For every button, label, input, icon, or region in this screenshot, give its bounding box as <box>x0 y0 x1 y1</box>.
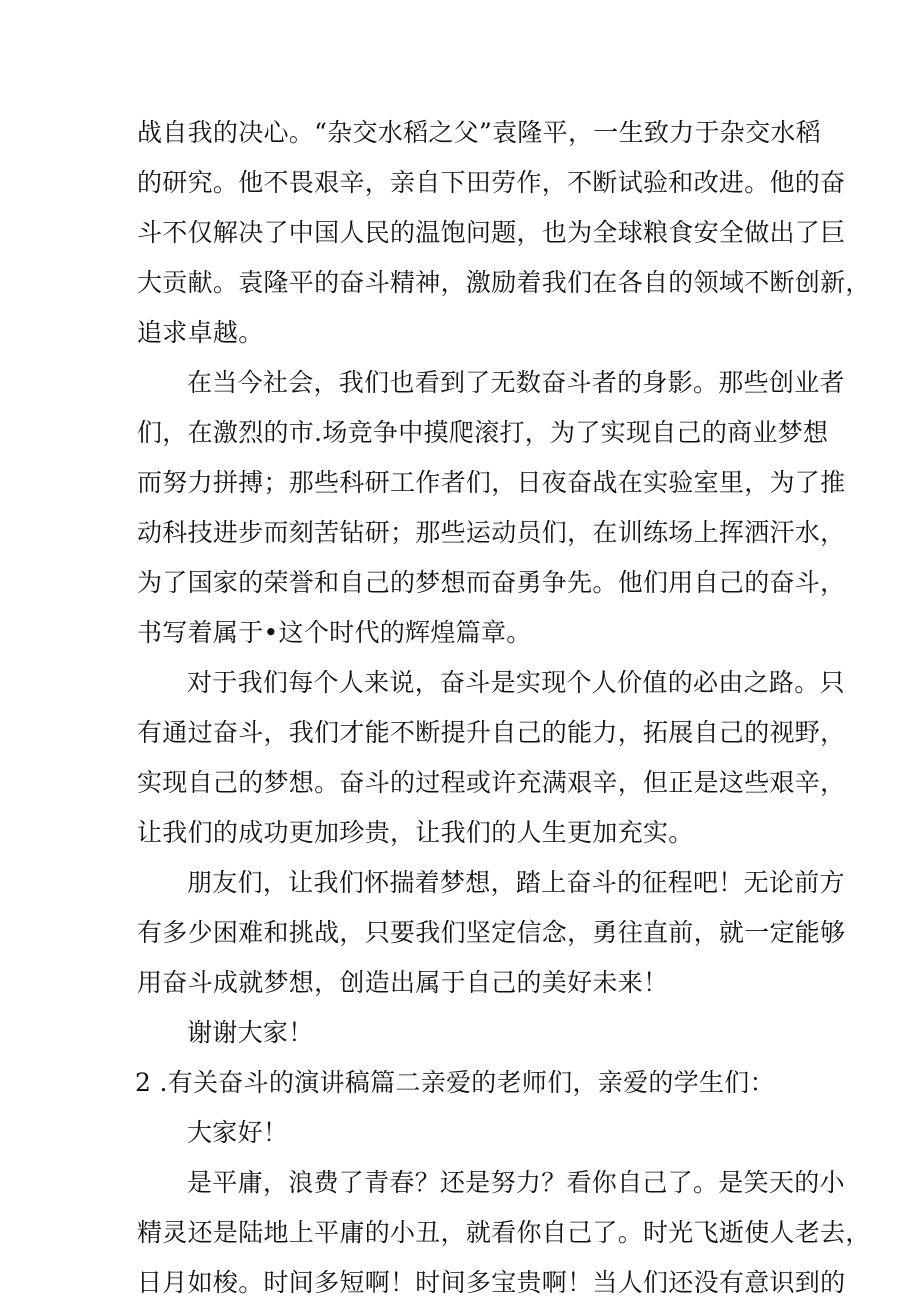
text-line: 的研究。他不畏艰辛，亲自下田劳作，不断试验和改进。他的奋 <box>137 168 846 197</box>
text-line: 斗不仅解决了中国人民的温饱问题，也为全球粮食安全做出了巨 <box>137 218 846 247</box>
text-line: 用奋斗成就梦想，创造出属于自己的美好未来！ <box>137 968 669 997</box>
text-line: 有多少困难和挑战，只要我们坚定信念，勇往直前，就一定能够 <box>137 918 846 947</box>
section-heading: 2 .有关奋斗的演讲稿篇二亲爱的老师们，亲爱的学生们： <box>135 1068 775 1097</box>
text-line: 而努力拼搏；那些科研工作者们，日夜奋战在实验室里，为了推 <box>137 468 846 497</box>
greeting-line: 大家好！ <box>187 1118 289 1147</box>
text-line: 战自我的决心。“杂交水稻之父”袁隆平，一生致力于杂交水稻 <box>137 118 821 147</box>
text-line: 们，在激烈的市.场竞争中摸爬滚打，为了实现自己的商业梦想 <box>137 418 829 447</box>
text-line: 大贡献。袁隆平的奋斗精神，激励着我们在各自的领域不断创新， <box>137 268 871 297</box>
closing-line: 谢谢大家！ <box>187 1018 314 1047</box>
text-line: 精灵还是陆地上平庸的小丑，就看你自己了。时光飞逝使人老去， <box>137 1218 871 1247</box>
text-line: 日月如梭。时间多短啊！时间多宝贵啊！当人们还没有意识到的 <box>137 1268 846 1297</box>
paragraph-first-line: 朋友们，让我们怀揣着梦想，踏上奋斗的征程吧！无论前方 <box>187 868 845 897</box>
text-line: 动科技进步而刻苦钻研；那些运动员们，在训练场上挥洒汗水， <box>137 518 846 547</box>
text-line: 书写着属于•这个时代的辉煌篇章。 <box>137 618 532 647</box>
text-line: 追求卓越。 <box>137 318 264 347</box>
text-line: 为了国家的荣誉和自己的梦想而奋勇争先。他们用自己的奋斗， <box>137 568 846 597</box>
text-line: 实现自己的梦想。奋斗的过程或许充满艰辛，但正是这些艰辛， <box>137 768 846 797</box>
text-line: 有通过奋斗，我们才能不断提升自己的能力，拓展自己的视野， <box>137 718 846 747</box>
paragraph-first-line: 在当今社会，我们也看到了无数奋斗者的身影。那些创业者 <box>187 368 845 397</box>
text-line: 让我们的成功更加珍贵，让我们的人生更加充实。 <box>137 818 694 847</box>
document-body <box>135 108 871 1308</box>
paragraph-first-line: 是平庸，浪费了青春？还是努力？看你自己了。是笑天的小 <box>187 1168 845 1197</box>
paragraph-first-line: 对于我们每个人来说，奋斗是实现个人价值的必由之路。只 <box>187 668 845 697</box>
